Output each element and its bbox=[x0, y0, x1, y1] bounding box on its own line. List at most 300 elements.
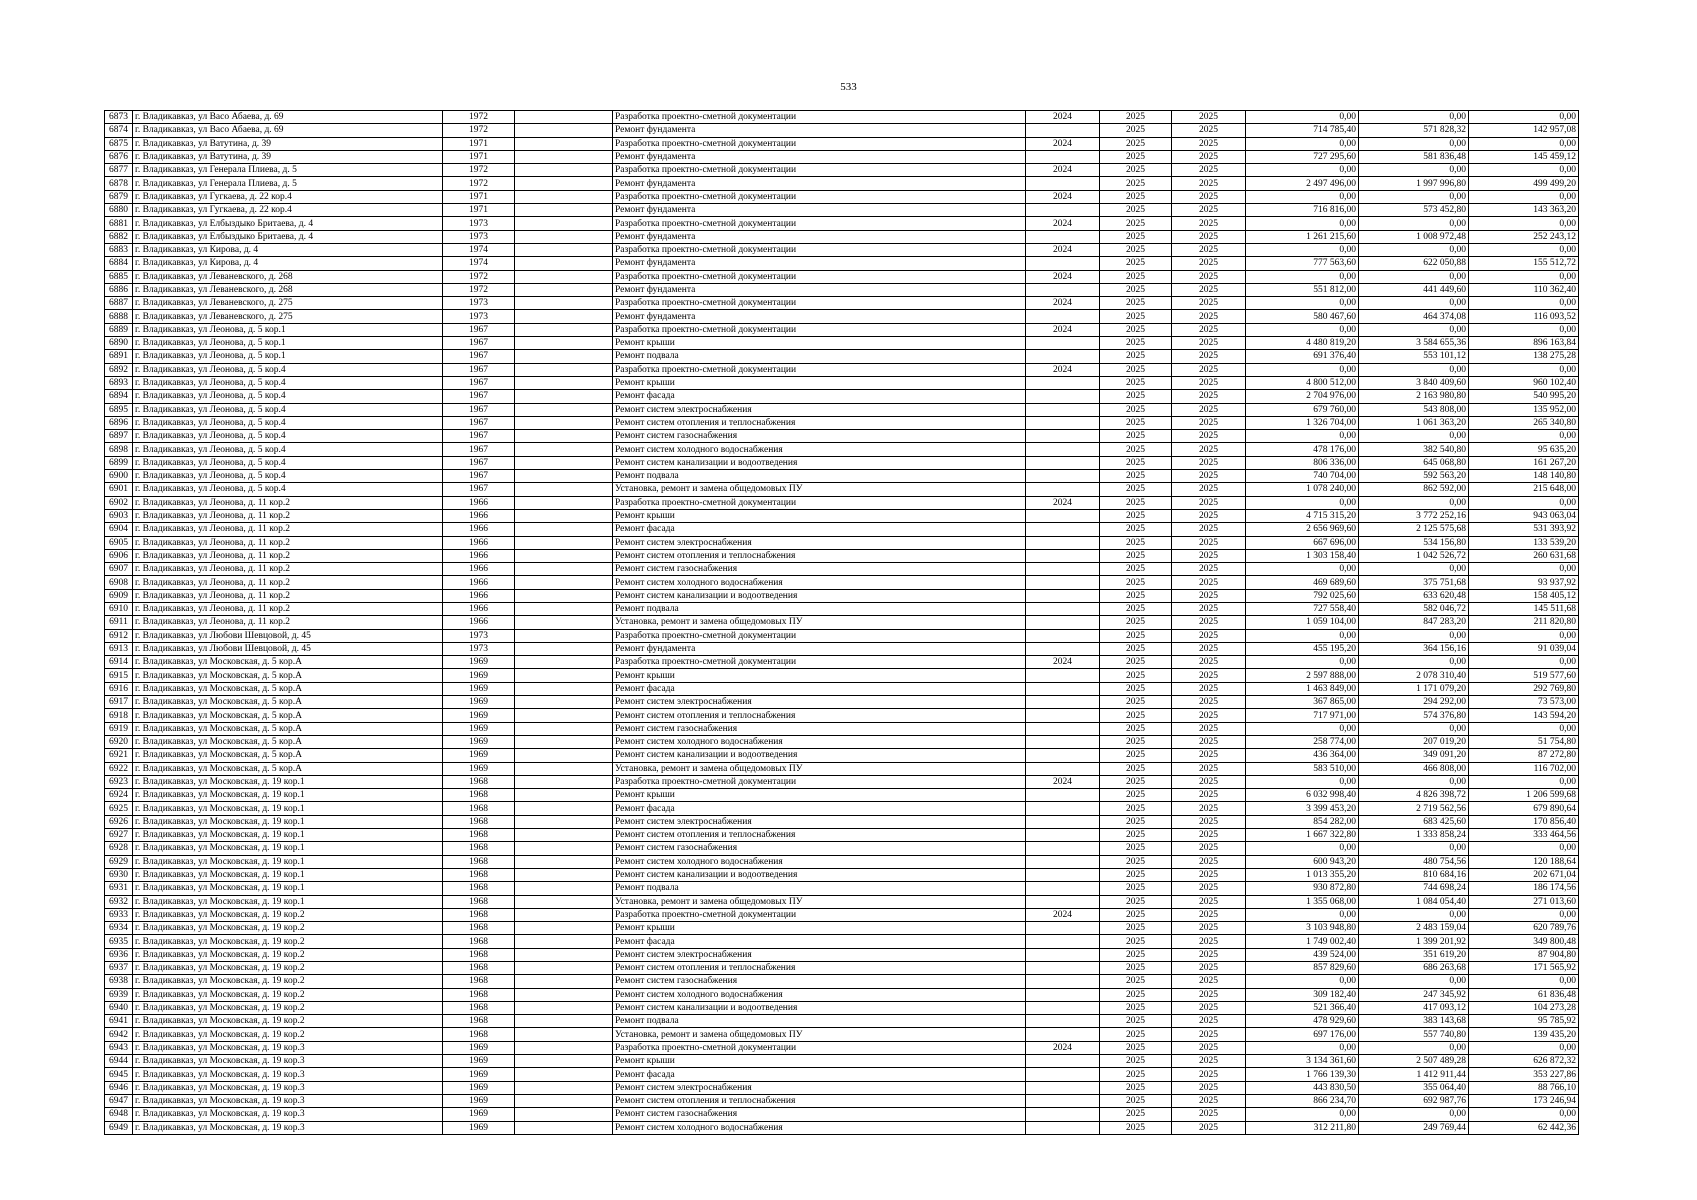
psd-year-cell bbox=[1026, 337, 1100, 350]
plan-year-end-cell: 2025 bbox=[1172, 1041, 1246, 1054]
year-built-cell: 1968 bbox=[443, 882, 515, 895]
address-cell: г. Владикавказ, ул Леонова, д. 5 кор.4 bbox=[133, 443, 443, 456]
address-cell: г. Владикавказ, ул Московская, д. 19 кор.1 bbox=[133, 815, 443, 828]
address-cell: г. Владикавказ, ул Гугкаева, д. 22 кор.4 bbox=[133, 190, 443, 203]
psd-year-cell bbox=[1026, 829, 1100, 842]
psd-year-cell bbox=[1026, 988, 1100, 1001]
empty-cell bbox=[515, 150, 613, 163]
year-built-cell: 1969 bbox=[443, 696, 515, 709]
empty-cell bbox=[515, 430, 613, 443]
plan-year-end-cell: 2025 bbox=[1172, 882, 1246, 895]
address-cell: г. Владикавказ, ул Леонова, д. 11 кор.2 bbox=[133, 523, 443, 536]
table-row bbox=[105, 1041, 1579, 1054]
plan-year-start-cell: 2025 bbox=[1100, 948, 1172, 961]
table-row bbox=[105, 257, 1579, 270]
work-type-cell: Разработка проектно-сметной документации bbox=[613, 908, 1026, 921]
year-built-cell: 1966 bbox=[443, 536, 515, 549]
plan-year-start-cell: 2025 bbox=[1100, 829, 1172, 842]
table-row bbox=[105, 935, 1579, 948]
table-row bbox=[105, 1001, 1579, 1014]
fund-share-cell: 1 008 972,48 bbox=[1359, 230, 1469, 243]
year-built-cell: 1971 bbox=[443, 204, 515, 217]
table-row bbox=[105, 137, 1579, 150]
psd-year-cell bbox=[1026, 709, 1100, 722]
psd-year-cell: 2024 bbox=[1026, 1041, 1100, 1054]
plan-year-start-cell: 2025 bbox=[1100, 656, 1172, 669]
total-cost-cell: 866 234,70 bbox=[1246, 1094, 1359, 1107]
psd-year-cell: 2024 bbox=[1026, 908, 1100, 921]
total-cost-cell: 1 078 240,00 bbox=[1246, 483, 1359, 496]
plan-year-end-cell: 2025 bbox=[1172, 868, 1246, 881]
plan-year-start-cell: 2025 bbox=[1100, 443, 1172, 456]
year-built-cell: 1972 bbox=[443, 124, 515, 137]
empty-cell bbox=[515, 762, 613, 775]
owners-share-cell: 61 836,48 bbox=[1469, 988, 1579, 1001]
empty-cell bbox=[515, 669, 613, 682]
plan-year-start-cell: 2025 bbox=[1100, 1041, 1172, 1054]
address-cell: г. Владикавказ, ул Кирова, д. 4 bbox=[133, 243, 443, 256]
empty-cell bbox=[515, 855, 613, 868]
plan-year-start-cell: 2025 bbox=[1100, 735, 1172, 748]
table-row bbox=[105, 589, 1579, 602]
fund-share-cell: 543 808,00 bbox=[1359, 403, 1469, 416]
fund-share-cell: 686 263,68 bbox=[1359, 962, 1469, 975]
psd-year-cell bbox=[1026, 882, 1100, 895]
fund-share-cell: 375 751,68 bbox=[1359, 576, 1469, 589]
empty-cell bbox=[515, 1041, 613, 1054]
plan-year-start-cell: 2025 bbox=[1100, 1028, 1172, 1041]
total-cost-cell: 727 558,40 bbox=[1246, 602, 1359, 615]
table-row bbox=[105, 775, 1579, 788]
fund-share-cell: 2 719 562,56 bbox=[1359, 802, 1469, 815]
total-cost-cell: 600 943,20 bbox=[1246, 855, 1359, 868]
row-number: 6900 bbox=[105, 470, 133, 483]
year-built-cell: 1974 bbox=[443, 257, 515, 270]
plan-year-end-cell: 2025 bbox=[1172, 669, 1246, 682]
total-cost-cell: 691 376,40 bbox=[1246, 350, 1359, 363]
address-cell: г. Владикавказ, ул Московская, д. 5 кор.А bbox=[133, 709, 443, 722]
plan-year-end-cell: 2025 bbox=[1172, 217, 1246, 230]
row-number: 6938 bbox=[105, 975, 133, 988]
work-type-cell: Разработка проектно-сметной документации bbox=[613, 775, 1026, 788]
empty-cell bbox=[515, 337, 613, 350]
row-number: 6873 bbox=[105, 111, 133, 124]
owners-share-cell: 170 856,40 bbox=[1469, 815, 1579, 828]
psd-year-cell bbox=[1026, 536, 1100, 549]
table-row bbox=[105, 722, 1579, 735]
year-built-cell: 1966 bbox=[443, 563, 515, 576]
total-cost-cell: 1 261 215,60 bbox=[1246, 230, 1359, 243]
fund-share-cell: 0,00 bbox=[1359, 323, 1469, 336]
fund-share-cell: 692 987,76 bbox=[1359, 1094, 1469, 1107]
address-cell: г. Владикавказ, ул Леонова, д. 11 кор.2 bbox=[133, 576, 443, 589]
address-cell: г. Владикавказ, ул Московская, д. 19 кор.2 bbox=[133, 948, 443, 961]
owners-share-cell: 116 702,00 bbox=[1469, 762, 1579, 775]
owners-share-cell: 133 539,20 bbox=[1469, 536, 1579, 549]
plan-year-start-cell: 2025 bbox=[1100, 137, 1172, 150]
address-cell: г. Владикавказ, ул Московская, д. 19 кор.3 bbox=[133, 1081, 443, 1094]
address-cell: г. Владикавказ, ул Московская, д. 5 кор.А bbox=[133, 749, 443, 762]
address-cell: г. Владикавказ, ул Гугкаева, д. 22 кор.4 bbox=[133, 204, 443, 217]
plan-year-start-cell: 2025 bbox=[1100, 1094, 1172, 1107]
total-cost-cell: 312 211,80 bbox=[1246, 1121, 1359, 1134]
plan-year-start-cell: 2025 bbox=[1100, 802, 1172, 815]
empty-cell bbox=[515, 549, 613, 562]
table-row bbox=[105, 549, 1579, 562]
address-cell: г. Владикавказ, ул Московская, д. 19 кор.1 bbox=[133, 829, 443, 842]
plan-year-start-cell: 2025 bbox=[1100, 682, 1172, 695]
empty-cell bbox=[515, 257, 613, 270]
owners-share-cell: 252 243,12 bbox=[1469, 230, 1579, 243]
fund-share-cell: 2 483 159,04 bbox=[1359, 922, 1469, 935]
address-cell: г. Владикавказ, ул Леонова, д. 5 кор.4 bbox=[133, 363, 443, 376]
fund-share-cell: 622 050,88 bbox=[1359, 257, 1469, 270]
row-number: 6946 bbox=[105, 1081, 133, 1094]
year-built-cell: 1971 bbox=[443, 137, 515, 150]
table-row bbox=[105, 337, 1579, 350]
plan-year-end-cell: 2025 bbox=[1172, 762, 1246, 775]
year-built-cell: 1973 bbox=[443, 217, 515, 230]
plan-year-end-cell: 2025 bbox=[1172, 137, 1246, 150]
owners-share-cell: 499 499,20 bbox=[1469, 177, 1579, 190]
table-row bbox=[105, 523, 1579, 536]
row-number: 6877 bbox=[105, 164, 133, 177]
row-number: 6897 bbox=[105, 430, 133, 443]
table-row bbox=[105, 1081, 1579, 1094]
year-built-cell: 1969 bbox=[443, 735, 515, 748]
psd-year-cell bbox=[1026, 310, 1100, 323]
row-number: 6939 bbox=[105, 988, 133, 1001]
plan-year-end-cell: 2025 bbox=[1172, 696, 1246, 709]
empty-cell bbox=[515, 1121, 613, 1134]
plan-year-start-cell: 2025 bbox=[1100, 1015, 1172, 1028]
plan-year-end-cell: 2025 bbox=[1172, 310, 1246, 323]
plan-year-start-cell: 2025 bbox=[1100, 217, 1172, 230]
owners-share-cell: 0,00 bbox=[1469, 164, 1579, 177]
plan-year-start-cell: 2025 bbox=[1100, 124, 1172, 137]
work-type-cell: Ремонт систем канализации и водоотведения bbox=[613, 1001, 1026, 1014]
work-type-cell: Разработка проектно-сметной документации bbox=[613, 164, 1026, 177]
plan-year-end-cell: 2025 bbox=[1172, 230, 1246, 243]
row-number: 6890 bbox=[105, 337, 133, 350]
total-cost-cell: 4 800 512,00 bbox=[1246, 376, 1359, 389]
total-cost-cell: 2 704 976,00 bbox=[1246, 390, 1359, 403]
table-row bbox=[105, 829, 1579, 842]
address-cell: г. Владикавказ, ул Московская, д. 5 кор.А bbox=[133, 669, 443, 682]
total-cost-cell: 0,00 bbox=[1246, 164, 1359, 177]
year-built-cell: 1973 bbox=[443, 642, 515, 655]
plan-year-start-cell: 2025 bbox=[1100, 390, 1172, 403]
psd-year-cell bbox=[1026, 669, 1100, 682]
psd-year-cell bbox=[1026, 177, 1100, 190]
psd-year-cell bbox=[1026, 789, 1100, 802]
table-row bbox=[105, 403, 1579, 416]
total-cost-cell: 717 971,00 bbox=[1246, 709, 1359, 722]
owners-share-cell: 93 937,92 bbox=[1469, 576, 1579, 589]
fund-share-cell: 480 754,56 bbox=[1359, 855, 1469, 868]
empty-cell bbox=[515, 975, 613, 988]
row-number: 6913 bbox=[105, 642, 133, 655]
year-built-cell: 1973 bbox=[443, 230, 515, 243]
row-number: 6880 bbox=[105, 204, 133, 217]
plan-year-end-cell: 2025 bbox=[1172, 789, 1246, 802]
fund-share-cell: 574 376,80 bbox=[1359, 709, 1469, 722]
table-row bbox=[105, 882, 1579, 895]
owners-share-cell: 104 273,28 bbox=[1469, 1001, 1579, 1014]
plan-year-start-cell: 2025 bbox=[1100, 908, 1172, 921]
fund-share-cell: 0,00 bbox=[1359, 164, 1469, 177]
owners-share-cell: 0,00 bbox=[1469, 842, 1579, 855]
empty-cell bbox=[515, 802, 613, 815]
plan-year-start-cell: 2025 bbox=[1100, 642, 1172, 655]
row-number: 6895 bbox=[105, 403, 133, 416]
owners-share-cell: 960 102,40 bbox=[1469, 376, 1579, 389]
psd-year-cell: 2024 bbox=[1026, 656, 1100, 669]
address-cell: г. Владикавказ, ул Леонова, д. 5 кор.4 bbox=[133, 483, 443, 496]
table-row bbox=[105, 443, 1579, 456]
address-cell: г. Владикавказ, ул Московская, д. 19 кор.3 bbox=[133, 1121, 443, 1134]
owners-share-cell: 145 459,12 bbox=[1469, 150, 1579, 163]
plan-year-end-cell: 2025 bbox=[1172, 855, 1246, 868]
work-type-cell: Ремонт систем холодного водоснабжения bbox=[613, 576, 1026, 589]
plan-year-end-cell: 2025 bbox=[1172, 988, 1246, 1001]
total-cost-cell: 697 176,00 bbox=[1246, 1028, 1359, 1041]
total-cost-cell: 667 696,00 bbox=[1246, 536, 1359, 549]
table-row bbox=[105, 576, 1579, 589]
owners-share-cell: 143 594,20 bbox=[1469, 709, 1579, 722]
work-type-cell: Разработка проектно-сметной документации bbox=[613, 629, 1026, 642]
empty-cell bbox=[515, 988, 613, 1001]
fund-share-cell: 0,00 bbox=[1359, 297, 1469, 310]
plan-year-start-cell: 2025 bbox=[1100, 855, 1172, 868]
owners-share-cell: 116 093,52 bbox=[1469, 310, 1579, 323]
table-row bbox=[105, 509, 1579, 522]
plan-year-end-cell: 2025 bbox=[1172, 403, 1246, 416]
plan-year-end-cell: 2025 bbox=[1172, 908, 1246, 921]
row-number: 6882 bbox=[105, 230, 133, 243]
plan-year-end-cell: 2025 bbox=[1172, 735, 1246, 748]
total-cost-cell: 1 766 139,30 bbox=[1246, 1068, 1359, 1081]
table-row bbox=[105, 190, 1579, 203]
year-built-cell: 1968 bbox=[443, 842, 515, 855]
psd-year-cell bbox=[1026, 549, 1100, 562]
table-row bbox=[105, 762, 1579, 775]
row-number: 6910 bbox=[105, 602, 133, 615]
row-number: 6945 bbox=[105, 1068, 133, 1081]
address-cell: г. Владикавказ, ул Васо Абаева, д. 69 bbox=[133, 124, 443, 137]
empty-cell bbox=[515, 403, 613, 416]
total-cost-cell: 478 176,00 bbox=[1246, 443, 1359, 456]
total-cost-cell: 455 195,20 bbox=[1246, 642, 1359, 655]
empty-cell bbox=[515, 363, 613, 376]
empty-cell bbox=[515, 722, 613, 735]
row-number: 6893 bbox=[105, 376, 133, 389]
year-built-cell: 1969 bbox=[443, 656, 515, 669]
address-cell: г. Владикавказ, ул Московская, д. 19 кор.1 bbox=[133, 789, 443, 802]
empty-cell bbox=[515, 204, 613, 217]
work-type-cell: Ремонт крыши bbox=[613, 789, 1026, 802]
empty-cell bbox=[515, 1055, 613, 1068]
psd-year-cell bbox=[1026, 749, 1100, 762]
work-type-cell: Ремонт фундамента bbox=[613, 230, 1026, 243]
year-built-cell: 1969 bbox=[443, 749, 515, 762]
work-type-cell: Ремонт подвала bbox=[613, 1015, 1026, 1028]
table-row bbox=[105, 975, 1579, 988]
fund-share-cell: 4 826 398,72 bbox=[1359, 789, 1469, 802]
empty-cell bbox=[515, 456, 613, 469]
total-cost-cell: 0,00 bbox=[1246, 722, 1359, 735]
table-row bbox=[105, 1094, 1579, 1107]
total-cost-cell: 4 715 315,20 bbox=[1246, 509, 1359, 522]
year-built-cell: 1967 bbox=[443, 430, 515, 443]
fund-share-cell: 355 064,40 bbox=[1359, 1081, 1469, 1094]
total-cost-cell: 1 463 849,00 bbox=[1246, 682, 1359, 695]
owners-share-cell: 91 039,04 bbox=[1469, 642, 1579, 655]
owners-share-cell: 531 393,92 bbox=[1469, 523, 1579, 536]
empty-cell bbox=[515, 789, 613, 802]
table-row bbox=[105, 1055, 1579, 1068]
row-number: 6924 bbox=[105, 789, 133, 802]
empty-cell bbox=[515, 350, 613, 363]
empty-cell bbox=[515, 164, 613, 177]
plan-year-end-cell: 2025 bbox=[1172, 749, 1246, 762]
work-type-cell: Ремонт систем отопления и теплоснабжения bbox=[613, 962, 1026, 975]
psd-year-cell bbox=[1026, 1055, 1100, 1068]
year-built-cell: 1966 bbox=[443, 509, 515, 522]
empty-cell bbox=[515, 1108, 613, 1121]
table-row bbox=[105, 536, 1579, 549]
empty-cell bbox=[515, 111, 613, 124]
owners-share-cell: 202 671,04 bbox=[1469, 868, 1579, 881]
plan-year-start-cell: 2025 bbox=[1100, 243, 1172, 256]
work-type-cell: Ремонт систем канализации и водоотведения bbox=[613, 868, 1026, 881]
table-row bbox=[105, 204, 1579, 217]
psd-year-cell bbox=[1026, 855, 1100, 868]
total-cost-cell: 679 760,00 bbox=[1246, 403, 1359, 416]
table-row bbox=[105, 922, 1579, 935]
psd-year-cell bbox=[1026, 456, 1100, 469]
plan-year-start-cell: 2025 bbox=[1100, 403, 1172, 416]
empty-cell bbox=[515, 1081, 613, 1094]
year-built-cell: 1968 bbox=[443, 922, 515, 935]
empty-cell bbox=[515, 696, 613, 709]
plan-year-start-cell: 2025 bbox=[1100, 789, 1172, 802]
plan-year-start-cell: 2025 bbox=[1100, 456, 1172, 469]
fund-share-cell: 247 345,92 bbox=[1359, 988, 1469, 1001]
address-cell: г. Владикавказ, ул Московская, д. 19 кор.1 bbox=[133, 775, 443, 788]
row-number: 6886 bbox=[105, 283, 133, 296]
address-cell: г. Владикавказ, ул Ватутина, д. 39 bbox=[133, 150, 443, 163]
owners-share-cell: 333 464,56 bbox=[1469, 829, 1579, 842]
row-number: 6888 bbox=[105, 310, 133, 323]
address-cell: г. Владикавказ, ул Московская, д. 19 кор.1 bbox=[133, 802, 443, 815]
plan-year-start-cell: 2025 bbox=[1100, 669, 1172, 682]
year-built-cell: 1968 bbox=[443, 789, 515, 802]
empty-cell bbox=[515, 483, 613, 496]
total-cost-cell: 0,00 bbox=[1246, 975, 1359, 988]
work-type-cell: Ремонт подвала bbox=[613, 602, 1026, 615]
owners-share-cell: 215 648,00 bbox=[1469, 483, 1579, 496]
owners-share-cell: 87 904,80 bbox=[1469, 948, 1579, 961]
empty-cell bbox=[515, 616, 613, 629]
psd-year-cell bbox=[1026, 962, 1100, 975]
empty-cell bbox=[515, 177, 613, 190]
row-number: 6901 bbox=[105, 483, 133, 496]
empty-cell bbox=[515, 735, 613, 748]
table-row bbox=[105, 563, 1579, 576]
total-cost-cell: 740 704,00 bbox=[1246, 470, 1359, 483]
psd-year-cell bbox=[1026, 1068, 1100, 1081]
total-cost-cell: 716 816,00 bbox=[1246, 204, 1359, 217]
owners-share-cell: 519 577,60 bbox=[1469, 669, 1579, 682]
total-cost-cell: 0,00 bbox=[1246, 217, 1359, 230]
fund-share-cell: 0,00 bbox=[1359, 629, 1469, 642]
address-cell: г. Владикавказ, ул Генерала Плиева, д. 5 bbox=[133, 177, 443, 190]
total-cost-cell: 930 872,80 bbox=[1246, 882, 1359, 895]
owners-share-cell: 62 442,36 bbox=[1469, 1121, 1579, 1134]
owners-share-cell: 0,00 bbox=[1469, 137, 1579, 150]
psd-year-cell bbox=[1026, 470, 1100, 483]
row-number: 6920 bbox=[105, 735, 133, 748]
work-type-cell: Разработка проектно-сметной документации bbox=[613, 243, 1026, 256]
plan-year-start-cell: 2025 bbox=[1100, 895, 1172, 908]
year-built-cell: 1968 bbox=[443, 1001, 515, 1014]
address-cell: г. Владикавказ, ул Леонова, д. 5 кор.1 bbox=[133, 323, 443, 336]
psd-year-cell: 2024 bbox=[1026, 323, 1100, 336]
year-built-cell: 1966 bbox=[443, 616, 515, 629]
total-cost-cell: 0,00 bbox=[1246, 1041, 1359, 1054]
owners-share-cell: 135 952,00 bbox=[1469, 403, 1579, 416]
row-number: 6923 bbox=[105, 775, 133, 788]
fund-share-cell: 847 283,20 bbox=[1359, 616, 1469, 629]
total-cost-cell: 478 929,60 bbox=[1246, 1015, 1359, 1028]
plan-year-end-cell: 2025 bbox=[1172, 948, 1246, 961]
row-number: 6937 bbox=[105, 962, 133, 975]
work-type-cell: Разработка проектно-сметной документации bbox=[613, 1041, 1026, 1054]
plan-year-end-cell: 2025 bbox=[1172, 190, 1246, 203]
fund-share-cell: 1 061 363,20 bbox=[1359, 416, 1469, 429]
work-type-cell: Разработка проектно-сметной документации bbox=[613, 323, 1026, 336]
table-row bbox=[105, 323, 1579, 336]
plan-year-end-cell: 2025 bbox=[1172, 935, 1246, 948]
year-built-cell: 1967 bbox=[443, 443, 515, 456]
address-cell: г. Владикавказ, ул Леонова, д. 5 кор.4 bbox=[133, 416, 443, 429]
row-number: 6936 bbox=[105, 948, 133, 961]
table-row bbox=[105, 456, 1579, 469]
owners-share-cell: 1 206 599,68 bbox=[1469, 789, 1579, 802]
work-type-cell: Ремонт фундамента bbox=[613, 204, 1026, 217]
psd-year-cell bbox=[1026, 124, 1100, 137]
psd-year-cell bbox=[1026, 1094, 1100, 1107]
plan-year-end-cell: 2025 bbox=[1172, 629, 1246, 642]
row-number: 6947 bbox=[105, 1094, 133, 1107]
plan-year-end-cell: 2025 bbox=[1172, 642, 1246, 655]
owners-share-cell: 171 565,92 bbox=[1469, 962, 1579, 975]
work-type-cell: Ремонт систем холодного водоснабжения bbox=[613, 443, 1026, 456]
plan-year-start-cell: 2025 bbox=[1100, 749, 1172, 762]
fund-share-cell: 294 292,00 bbox=[1359, 696, 1469, 709]
empty-cell bbox=[515, 443, 613, 456]
work-type-cell: Ремонт систем холодного водоснабжения bbox=[613, 1121, 1026, 1134]
row-number: 6879 bbox=[105, 190, 133, 203]
psd-year-cell: 2024 bbox=[1026, 190, 1100, 203]
table-row bbox=[105, 470, 1579, 483]
fund-share-cell: 1 171 079,20 bbox=[1359, 682, 1469, 695]
table-row bbox=[105, 390, 1579, 403]
address-cell: г. Владикавказ, ул Ватутина, д. 39 bbox=[133, 137, 443, 150]
psd-year-cell bbox=[1026, 1028, 1100, 1041]
total-cost-cell: 0,00 bbox=[1246, 656, 1359, 669]
